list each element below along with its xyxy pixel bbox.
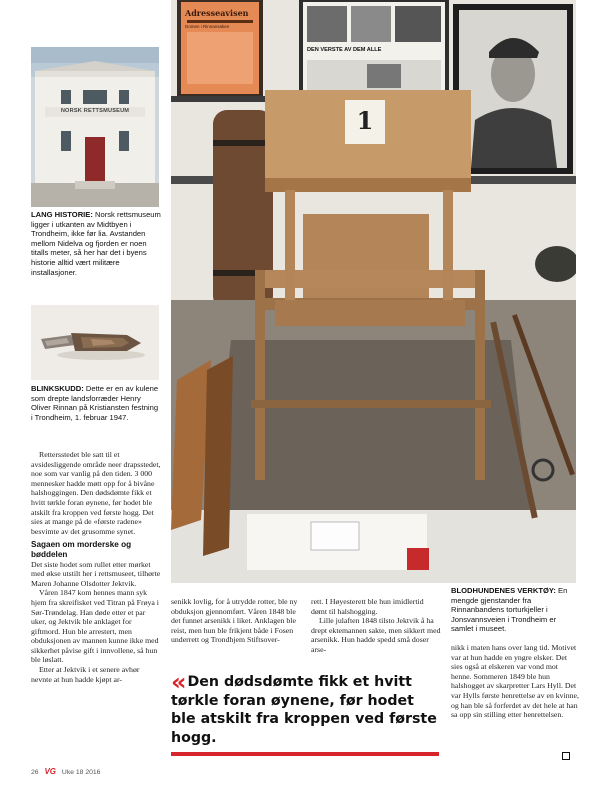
article-column-2 — [171, 597, 301, 645]
paragraph: Lille julaften 1848 tilsto Jektvik å ha drept ektemannen sakte, men sikkert med arsenikk. Hun hadde spedd små doser arse- — [311, 616, 441, 654]
paragraph: Rettersstedet ble satt til et avsidesliggende område neer drapsstedet, noe som var vanlig på den tiden. 3 000 mennesker hadde møtt opp for å bivåne halshoggingen. Den dødsdømte fikk et hvitt tørkle foran øynene, før hodet ble atskilt fra kroppen ved første hogg. Det sies at mange på de «første radene» besvimte av det grusomme synet. — [31, 450, 161, 536]
article-column-3 — [311, 597, 441, 655]
paragraph: senikk lovlig, for å utrydde rotter, ble ny obduksjon gjennomført. Våren 1848 ble det funnet arsenikk i liket. Anklagen ble reist, men hun ble frikjent både i Fosen underrett og Trondhjem Stiftsover- — [171, 597, 298, 645]
subheading: Sagaen om morderske og bøddelen — [31, 540, 132, 559]
article-column-4 — [451, 643, 579, 720]
paragraph: nikk i maten hans over lang tid. Motivet var at hun hadde en yngre elsker. Det sies også at elskeren var vond mot henne. Sommeren 1849 ble hun halshogget av skarpretter Lars Hyll. Det var Hylls første henrettelse av en kvinne, og han ble så forferdet av det hele at han sa opp sin stilling etter henrettelsen. — [451, 643, 579, 720]
pull-quote-rule — [171, 752, 439, 756]
article-column-1 — [31, 450, 161, 684]
bullet-photo — [31, 305, 159, 380]
caption-lead: BLINKSKUDD: — [31, 384, 84, 393]
museum-sign: NORSK RETTSMUSEUM — [60, 108, 130, 114]
caption-lead: LANG HISTORIE: — [31, 210, 93, 219]
caption-text: Norsk rettsmuseum ligger i utkanten av Midtbyen i Trondheim, ikke før lia. Avstanden mellom Nidelva og fjorden er noen titalls meter, så her har det i byens historie alltid vært militære installasjoner. — [31, 210, 161, 277]
vg-logo: VG — [44, 767, 57, 776]
chair-number: 1 — [356, 106, 374, 135]
bullet-caption — [31, 384, 161, 422]
paragraph: rett. I Høyesterett ble hun imidlertid dømt til halshogging. — [311, 597, 424, 616]
museum-exhibit-photo — [171, 0, 576, 583]
page-number: 26 — [31, 769, 39, 776]
paragraph: Etter at Jektvik i et senere avhør nevnte at hun hadde kjøpt ar- — [31, 665, 140, 684]
tools-caption — [451, 586, 579, 634]
museum-photo — [31, 47, 159, 207]
newspaper-headline: DEN VERSTE AV DEM ALLE — [307, 47, 382, 53]
caption-lead: BLODHUNDENES VERKTØY: — [451, 586, 556, 595]
paragraph: Det siste hodet som rullet etter mørket med økse utstilt her i rettsmuseet, tilhørte Maren Johanne Olsdotter Jektvik. — [31, 559, 161, 588]
end-mark — [562, 752, 570, 760]
pull-quote — [171, 668, 439, 747]
issue-label: Uke 18 2016 — [61, 769, 101, 776]
museum-caption — [31, 210, 161, 277]
quote-mark: « — [171, 668, 187, 696]
poster-subtitle: Domen i Rinnansaken — [185, 24, 230, 29]
caption-text: Dette er en av kulene som drepte landsforræder Henry Oliver Rinnan på Kristiansten festning i Trondheim, 1. februar 1947. — [31, 384, 159, 422]
poster-title: Adresseavisen — [185, 8, 249, 18]
page-footer — [31, 767, 100, 776]
caption-text: En mengde gjenstander fra Rinnanbandens torturkjeller i Jonsvannsveien i Trondheim er samlet i museet. — [451, 586, 568, 634]
pull-quote-text: Den dødsdømte fikk et hvitt tørkle foran øynene, før hodet ble atskilt fra kroppen ved første hogg. — [171, 674, 437, 746]
paragraph: Våren 1847 kom hennes mann syk hjem fra skreifisket ved Titran på Frøya i Sør-Trøndelag. Han døde etter et par uker, og Jektvik ble anklaget for giftmord. Hun ble arrestert, men obduksjonen av mannen kunne ikke med sikkerhet påvise gift i innvollene, så hun ble løslatt. — [31, 588, 159, 665]
